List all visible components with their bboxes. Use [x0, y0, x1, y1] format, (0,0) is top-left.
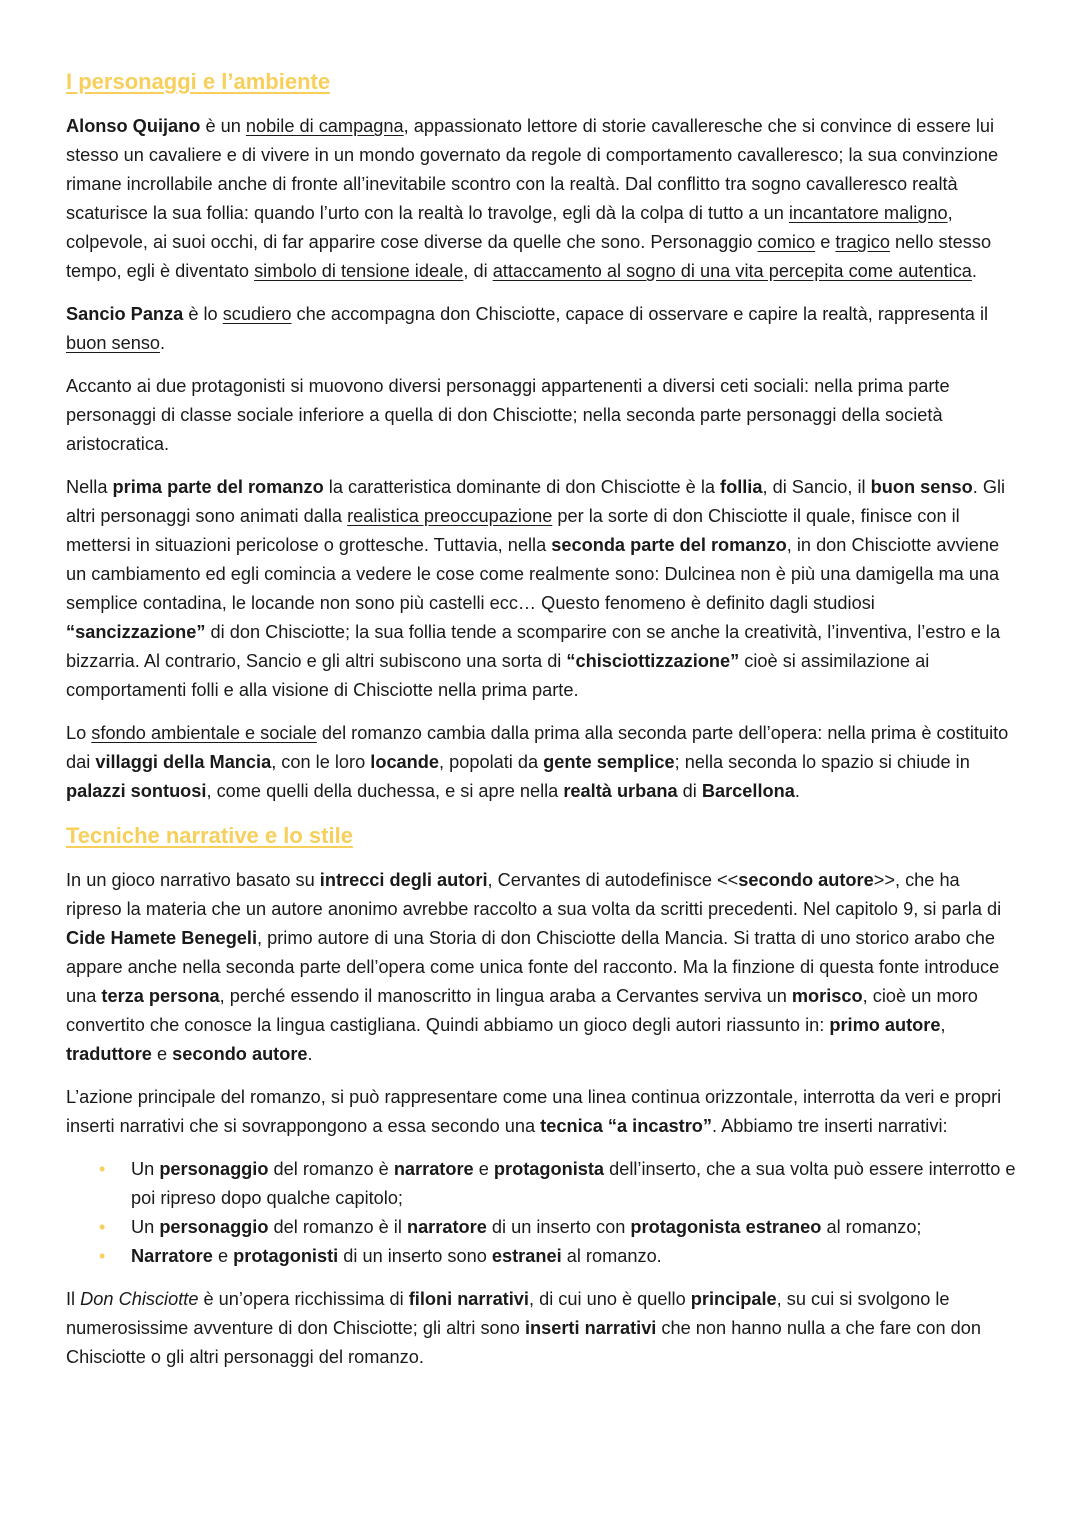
text-run: ; nella seconda lo spazio si chiude in — [674, 752, 970, 772]
bold-text: intrecci degli autori — [319, 870, 488, 890]
text-run: è un’opera ricchissima di — [198, 1289, 409, 1309]
paragraph-azione-principale — [66, 1083, 1016, 1141]
inserti-narrativi-list — [66, 1155, 1016, 1271]
text-run: di un inserto sono — [338, 1246, 492, 1266]
bold-text: narratore — [393, 1159, 474, 1179]
bold-text: villaggi della Mancia — [95, 752, 272, 772]
bullet-icon: • — [99, 1159, 106, 1179]
underlined-text: scudiero — [222, 304, 292, 324]
bold-text: primo autore — [829, 1015, 941, 1035]
bold-text: filoni narrativi — [408, 1289, 529, 1309]
text-run: e — [815, 232, 836, 252]
underlined-text: realistica preoccupazione — [347, 506, 553, 526]
list-item — [99, 1155, 1016, 1213]
text-run: cioè si assimilazione ai comportamenti folli e alla visione di Chisciotte nella prima parte. — [66, 651, 930, 700]
text-run: L’azione principale del romanzo, si può rappresentare come una linea continua orizzontale, interrotta da veri e propri inserti narrativi che si sovrappongono a essa secondo una — [66, 1087, 1002, 1136]
text-run: , su cui si svolgono le numerosissime avventure di don Chisciotte; gli altri sono — [66, 1289, 950, 1338]
bold-text: secondo autore — [738, 870, 874, 890]
text-run: , di — [463, 261, 493, 281]
bold-text: Cide Hamete Benegeli — [66, 928, 258, 948]
text-run: . — [160, 333, 166, 353]
bullet-icon: • — [99, 1217, 106, 1237]
text-run: , colpevole, ai suoi occhi, di far apparire cose diverse da quelle che sono. Personaggio — [66, 203, 953, 252]
text-run: del romanzo è — [268, 1159, 394, 1179]
underlined-text: sfondo ambientale e sociale — [91, 723, 317, 743]
underlined-text: nobile di campagna — [245, 116, 404, 136]
bold-text: morisco — [791, 986, 863, 1006]
bold-text: “sancizzazione” — [66, 622, 206, 642]
document-page — [66, 66, 1016, 1386]
text-run: , popolati da — [439, 752, 544, 772]
text-run: di don Chisciotte; la sua follia tende a scomparire con se anche la creatività, l’inventiva, l’estro e la bizzarria. Al contrario, Sancio e gli altri subiscono una sorta di — [66, 622, 1001, 671]
text-run: dell’inserto, che a sua volta può essere interrotto e poi ripreso dopo qualche capitolo; — [131, 1159, 1016, 1208]
bold-text: personaggio — [159, 1217, 269, 1237]
bold-text: protagonista — [493, 1159, 605, 1179]
bold-text: “chisciottizzazione” — [566, 651, 740, 671]
bold-text: terza persona — [101, 986, 220, 1006]
bold-text: gente semplice — [543, 752, 675, 772]
heading-tecniche-narrative: Tecniche narrative e lo stile — [66, 823, 353, 848]
bold-text: narratore — [406, 1217, 487, 1237]
paragraph-altri-personaggi — [66, 372, 1016, 459]
text-run: che accompagna don Chisciotte, capace di osservare e capire la realtà, rappresenta il — [291, 304, 989, 324]
list-item — [99, 1213, 1016, 1242]
text-run: >>, che ha ripreso la materia che un autore anonimo avrebbe raccolto a sua volta da scritti precedenti. Nel capitolo 9, si parla di — [66, 870, 1002, 919]
underlined-text: simbolo di tensione ideale — [254, 261, 464, 281]
text-run: che non hanno nulla a che fare con don Chisciotte o gli altri personaggi del romanzo. — [66, 1318, 981, 1367]
paragraph-sfondo — [66, 719, 1016, 806]
text-run: , perché essendo il manoscritto in lingua araba a Cervantes serviva un — [219, 986, 792, 1006]
bold-text: inserti narrativi — [524, 1318, 657, 1338]
text-run: e — [473, 1159, 494, 1179]
bold-text: seconda parte del romanzo — [551, 535, 787, 555]
text-run: , — [940, 1015, 946, 1035]
text-run: Un — [131, 1159, 160, 1179]
bold-text: traduttore — [66, 1044, 152, 1064]
bold-text: tecnica “a incastro” — [540, 1116, 713, 1136]
text-run: . — [307, 1044, 313, 1064]
text-run: e — [212, 1246, 234, 1266]
text-run: Nella — [66, 477, 113, 497]
italic-text: Don Chisciotte — [80, 1289, 199, 1309]
text-run: e — [151, 1044, 173, 1064]
text-run: , di Sancio, il — [762, 477, 871, 497]
text-run: Lo — [66, 723, 92, 743]
text-run: Accanto ai due protagonisti si muovono diversi personaggi appartenenti a diversi ceti sociali: nella prima parte personaggi di classe sociale inferiore a quella di don Chisciotte; nella seconda parte personaggi della società aristocratica. — [66, 376, 950, 454]
bold-text: follia — [720, 477, 763, 497]
paragraph-prima-seconda-parte — [66, 473, 1016, 705]
paragraph-sancio-panza — [66, 300, 1016, 358]
text-run: , Cervantes di autodefinisce << — [487, 870, 739, 890]
paragraph-alonso-quijano — [66, 112, 1016, 286]
paragraph-intrecci-autori — [66, 866, 1016, 1069]
underlined-text: tragico — [835, 232, 890, 252]
text-run: , appassionato lettore di storie cavalleresche che si convince di essere lui stesso un cavaliere e di vivere in un mondo governato da regole di comportamento cavalleresco; la sua convinzione rimane incrollabile anche di fronte all’inevitabile scontro con la realtà. Dal conflitto tra sogno cavalleresco realtà scaturisce la sua follia: quando l’urto con la realtà lo travolge, egli dà la colpa di tutto a un — [66, 116, 999, 223]
text-run: . Gli altri personaggi sono animati dalla — [66, 477, 1006, 526]
text-run: al romanzo. — [561, 1246, 662, 1266]
heading-personaggi: I personaggi e l’ambiente — [66, 69, 331, 94]
text-run: di — [677, 781, 702, 801]
bold-text: protagonista estraneo — [630, 1217, 822, 1237]
bold-text: Barcellona — [701, 781, 795, 801]
bold-text: protagonisti — [233, 1246, 339, 1266]
text-run: del romanzo è il — [268, 1217, 407, 1237]
bold-text: realtà urbana — [563, 781, 678, 801]
underlined-text: attaccamento al sogno di una vita percepita come autentica — [492, 261, 972, 281]
underlined-text: comico — [757, 232, 816, 252]
bullet-icon: • — [99, 1246, 106, 1266]
text-run: per la sorte di don Chisciotte il quale, finisce con il mettersi in situazioni pericolose o grottesche. Tuttavia, nella — [66, 506, 960, 555]
bold-text: secondo autore — [172, 1044, 308, 1064]
bold-text: estranei — [491, 1246, 562, 1266]
text-run: , di cui uno è quello — [528, 1289, 691, 1309]
text-run: di un inserto con — [486, 1217, 631, 1237]
bold-text: personaggio — [159, 1159, 269, 1179]
bold-text: locande — [370, 752, 440, 772]
text-run: , primo autore di una Storia di don Chisciotte della Mancia. Si tratta di uno storico arabo che appare anche nella seconda parte dell’opera come unica fonte del racconto. Ma la finzione di questa fonte introduce una — [66, 928, 1000, 1006]
list-item — [99, 1242, 1016, 1271]
text-run: , con le loro — [271, 752, 371, 772]
text-run: . — [971, 261, 977, 281]
text-run: . Abbiamo tre inserti narrativi: — [712, 1116, 948, 1136]
text-run: . — [794, 781, 800, 801]
bold-text: Alonso Quijano — [66, 116, 201, 136]
text-run: Il — [66, 1289, 81, 1309]
underlined-text: incantatore maligno — [788, 203, 948, 223]
text-run: Un — [131, 1217, 160, 1237]
paragraph-filoni-narrativi — [66, 1285, 1016, 1372]
bold-text: Sancio Panza — [66, 304, 184, 324]
bold-text: palazzi sontuosi — [66, 781, 207, 801]
text-run: la caratteristica dominante di don Chisciotte è la — [323, 477, 721, 497]
text-run: , come quelli della duchessa, e si apre nella — [206, 781, 564, 801]
text-run: al romanzo; — [821, 1217, 922, 1237]
bold-text: principale — [690, 1289, 777, 1309]
text-run: del romanzo cambia dalla prima alla seconda parte dell’opera: nella prima è costituito dai — [66, 723, 1009, 772]
text-run: è lo — [183, 304, 223, 324]
text-run: è un — [200, 116, 246, 136]
underlined-text: buon senso — [66, 333, 161, 353]
text-run: , in don Chisciotte avviene un cambiamento ed egli comincia a vedere le cose come realmente sono: Dulcinea non è più una damigella ma una semplice contadina, le locande non sono più castelli ecc… Questo fenomeno è definito dagli studiosi — [66, 535, 1000, 613]
bold-text: prima parte del romanzo — [112, 477, 324, 497]
text-run: nello stesso tempo, egli è diventato — [66, 232, 992, 281]
text-run: In un gioco narrativo basato su — [66, 870, 320, 890]
text-run: , cioè un moro convertito che conosce la lingua castigliana. Quindi abbiamo un gioco degli autori riassunto in: — [66, 986, 978, 1035]
bold-text: buon senso — [870, 477, 973, 497]
bold-text: Narratore — [131, 1246, 213, 1266]
